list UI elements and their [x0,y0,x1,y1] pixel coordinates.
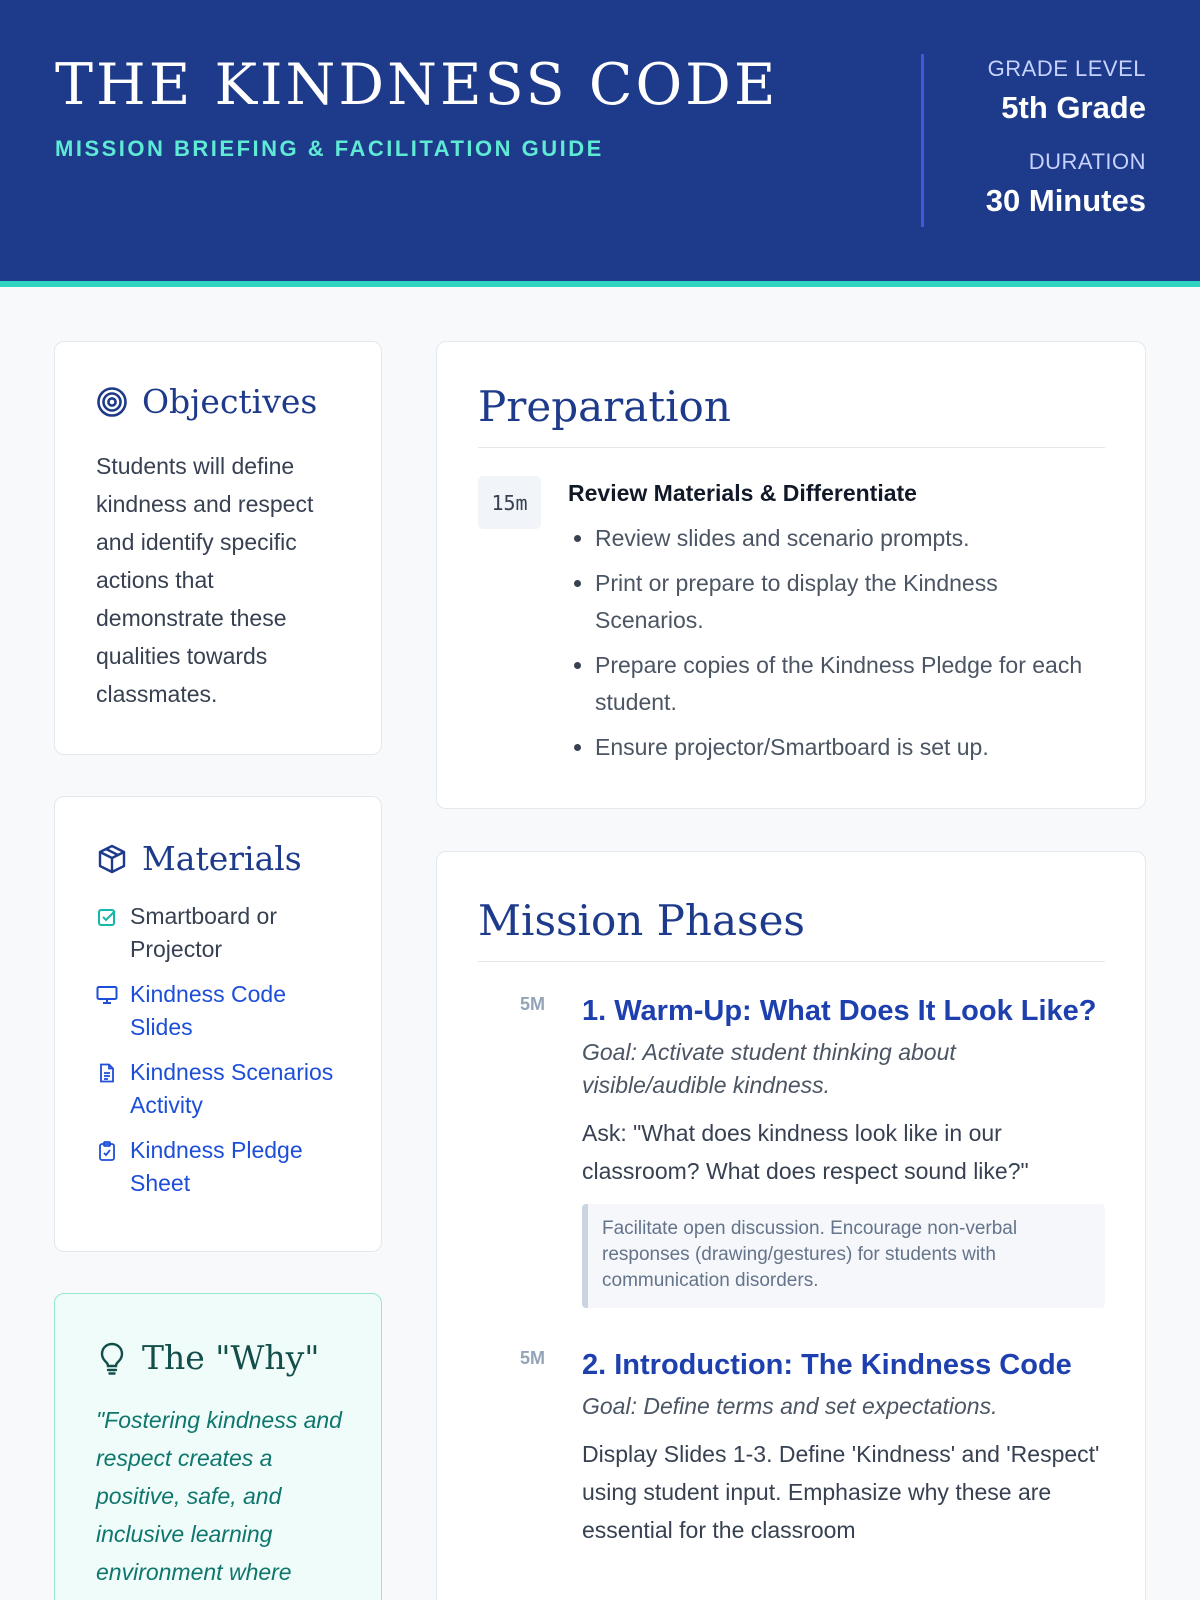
phase-item [478,1342,1105,1549]
duration-value: 30 Minutes [985,183,1146,218]
page-title: THE KINDNESS CODE [55,52,779,118]
phase-duration: 5M [519,994,545,1014]
duration-label: DURATION [1028,149,1146,174]
preparation-checklist [568,520,1105,766]
package-icon [96,843,128,875]
phase-body [582,1342,1105,1549]
phase-goal: Goal: Define terms and set expectations. [582,1393,998,1419]
page-subtitle: MISSION BRIEFING & FACILITATION GUIDE [55,136,604,161]
material-link-label[interactable]: Kindness Pledge Sheet [130,1137,303,1196]
list-item: • Review slides and scenario prompts. [595,520,1105,557]
material-link[interactable] [96,1134,351,1200]
list-item: • Print or prepare to display the Kindness Scenarios. [595,565,1105,639]
duration-block [986,149,1146,219]
mission-phases-title: Mission Phases [478,896,1105,962]
why-title: The "Why" [142,1338,320,1377]
phase-item [478,988,1105,1308]
phase-goal: Goal: Activate student thinking about visible/audible kindness. [582,1039,956,1098]
material-item [96,900,351,966]
material-link-label[interactable]: Kindness Code Slides [130,981,286,1040]
material-link[interactable] [96,978,351,1044]
monitor-icon [96,978,118,1011]
header-divider [921,54,924,227]
material-label: Smartboard or Projector [130,903,278,962]
preparation-task-body [568,476,1105,774]
preparation-title: Preparation [478,382,1105,448]
grade-level-value: 5th Grade [1001,90,1146,125]
objectives-title: Objectives [142,382,318,421]
lightbulb-icon [96,1342,128,1374]
duration-badge: 15m [478,476,541,529]
phase-body [582,988,1105,1308]
target-icon [96,386,128,418]
materials-list [96,900,351,1200]
objectives-card [54,341,382,755]
why-header [96,1338,351,1377]
document-icon [96,1056,118,1089]
material-link[interactable] [96,1056,351,1122]
phase-description: Display Slides 1-3. Define 'Kindness' and 'Respect' using student input. Emphasize why these are essential for the classroom [582,1441,1100,1543]
materials-card [54,796,382,1252]
list-item: • Ensure projector/Smartboard is set up. [595,729,1105,766]
grade-level-block [988,56,1146,126]
why-quote: "Fostering kindness and respect creates a positive, safe, and inclusive learning environment where [96,1407,342,1585]
checkbox-icon [96,900,118,933]
list-item: • Prepare copies of the Kindness Pledge for each student. [595,647,1105,721]
materials-header [96,839,351,878]
phase-duration: 5M [519,1348,545,1368]
materials-title: Materials [142,839,302,878]
phase-description: Ask: "What does kindness look like in our classroom? What does respect sound like?" [582,1120,1029,1184]
preparation-task [478,476,1105,774]
header-banner [0,0,1200,287]
why-card [54,1293,382,1600]
phase-title: 1. Warm-Up: What Does It Look Like? [582,995,1097,1027]
mission-phases-card [436,851,1146,1600]
preparation-card [436,341,1146,809]
material-link-label[interactable]: Kindness Scenarios Activity [130,1059,334,1118]
objectives-text: Students will define kindness and respect and identify specific actions that demonstrate these qualities towards classmates. [96,453,314,707]
phase-title: 2. Introduction: The Kindness Code [582,1349,1072,1381]
objectives-header [96,382,341,421]
clipboard-icon [96,1134,118,1167]
facilitator-note: Facilitate open discussion. Encourage non-verbal responses (drawing/gestures) for students with communication disorders. [582,1204,1105,1308]
grade-level-label: GRADE LEVEL [987,56,1146,81]
preparation-task-title: Review Materials & Differentiate [568,480,917,506]
